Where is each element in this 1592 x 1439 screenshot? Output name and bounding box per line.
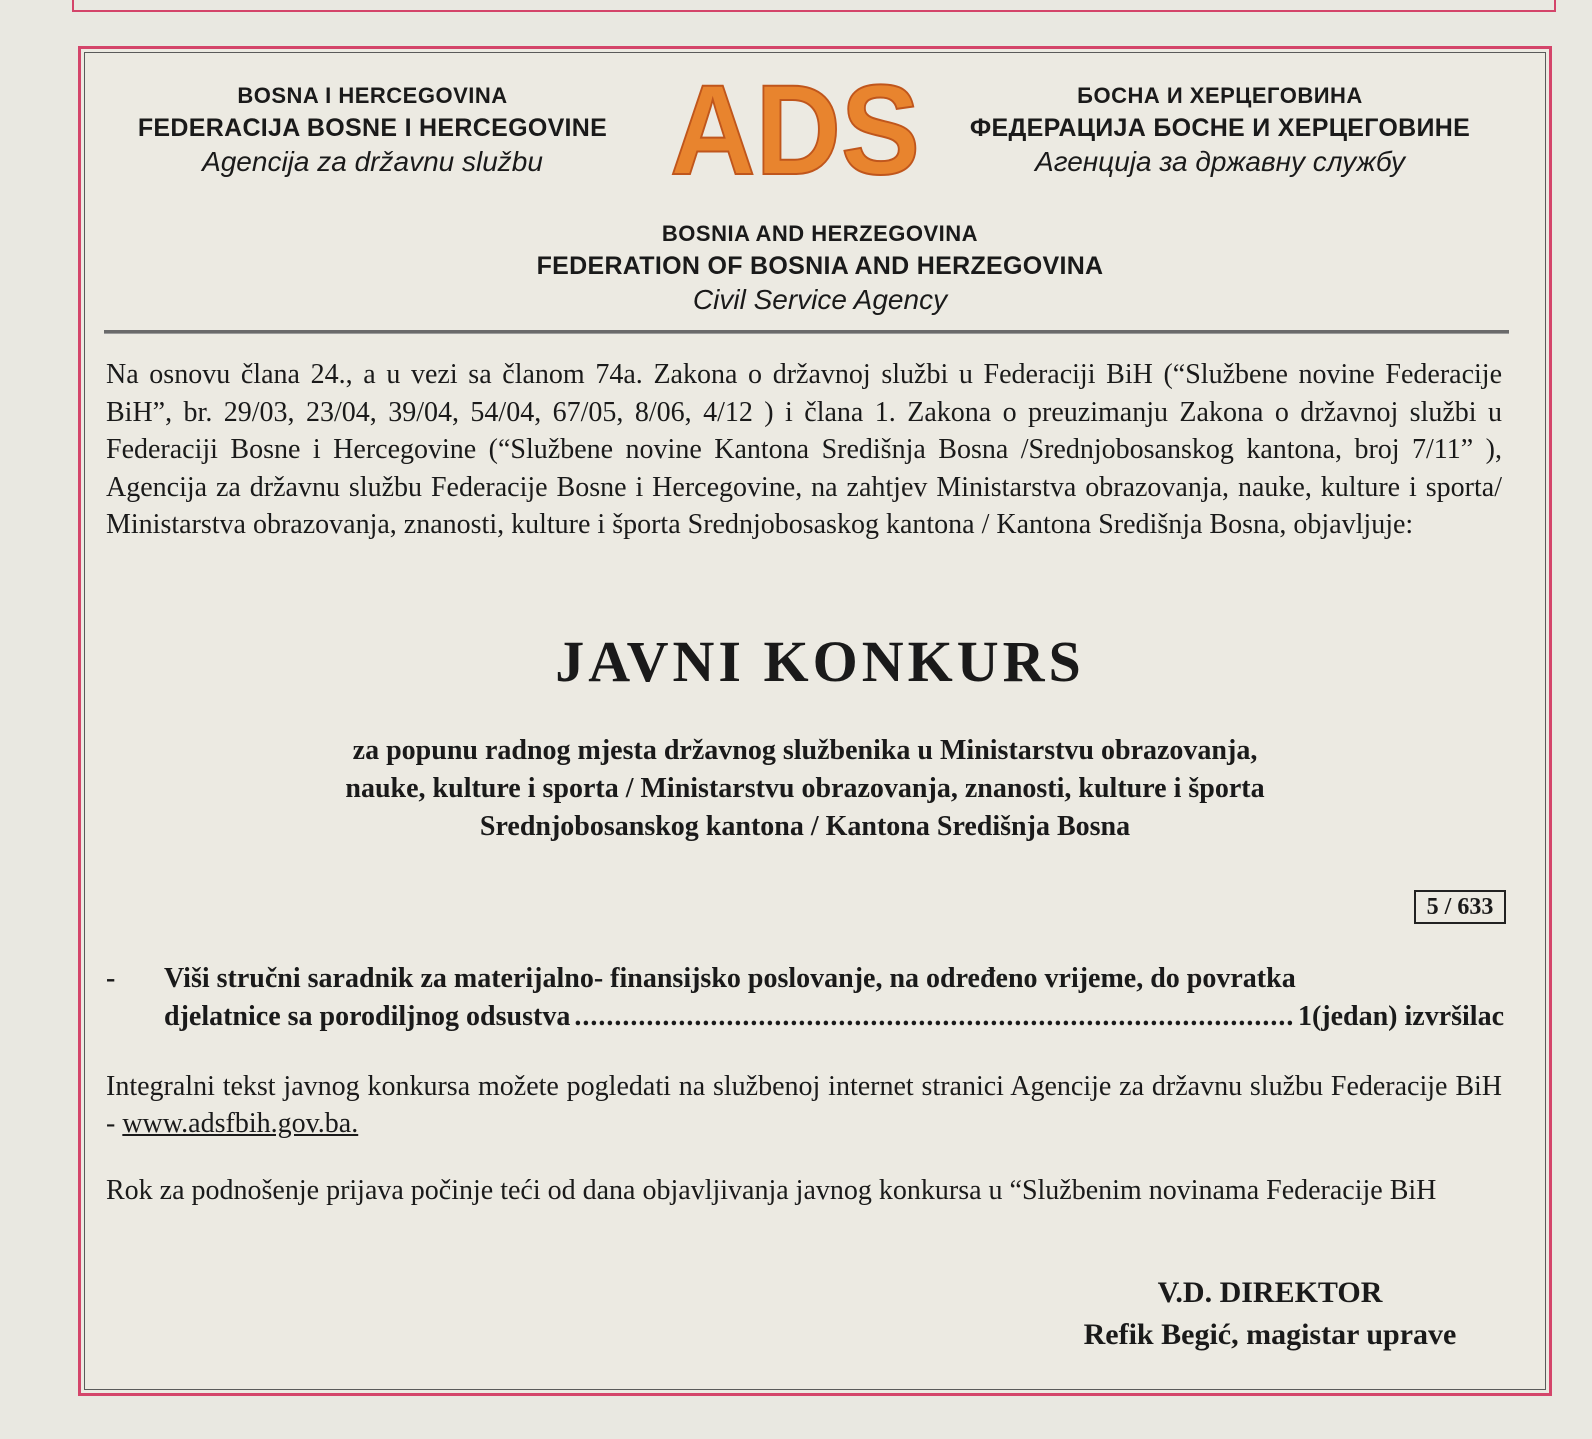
header-latin [110,80,635,180]
ads-logo [660,62,930,192]
previous-ad-border [72,0,1556,12]
notice-subtitle [240,732,1370,846]
info-paragraph [106,1068,1502,1142]
notice-title: JAVNI KONKURS [555,629,1085,694]
info-text: Integralni tekst javnog konkursa možete pogledati na službenoj internet stranici Agencije za državnu službu Federacije BiH - [106,1071,1502,1139]
position-title: Viši stručni saradnik za materijalno- finansijsko poslovanje, na određeno vrijeme, do povratka [164,963,1296,994]
header-latin-country: BOSNA I HERCEGOVINA [237,83,508,108]
dot-leader [574,998,1294,1036]
list-dash: - [106,963,116,994]
signature-block [1040,1272,1500,1356]
subtitle-line: za popunu radnog mjesta državnog službenika u Ministarstvu obrazovanja, [352,735,1258,766]
header-cyrillic [940,80,1500,180]
header-cyrillic-country: БОСНА И ХЕРЦЕГОВИНА [1077,83,1363,108]
subtitle-line: nauke, kulture i sporta / Ministarstvu obrazovanja, znanosti, kulture i športa [345,773,1265,804]
position-count: 1(jedan) izvršilac [1297,1001,1504,1032]
header-english-agency: Civil Service Agency [692,284,948,315]
agency-website-link[interactable]: www.adsfbih.gov.ba. [122,1108,359,1139]
header-english-federation: FEDERATION OF BOSNIA AND HERZEGOVINA [536,252,1104,280]
header-cyrillic-federation: ФЕДЕРАЦИЈА БОСНЕ И ХЕРЦЕГОВИНЕ [969,114,1471,142]
header-divider [104,330,1509,334]
signature-title: V.D. DIREKTOR [1157,1276,1383,1309]
notice-code: 5 / 633 [1414,890,1506,924]
position-title-cont: djelatnice sa porodiljnog odsustva [164,1001,571,1032]
header-latin-federation: FEDERACIJA BOSNE I HERCEGOVINE [137,114,608,142]
header-english-country: BOSNIA AND HERZEGOVINA [661,221,979,246]
header-latin-agency: Agencija za državnu službu [202,146,543,177]
subtitle-line: Srednjobosanskog kantona / Kantona Središnja Bosna [479,811,1131,842]
intro-paragraph: Na osnovu člana 24., a u vezi sa članom 74a. Zakona o državnoj službi u Federaciji BiH (“Službene novine Federacije BiH”, br. 29/03, 23/04, 39/04, 54/04, 67/05, 8/06, 4/12 ) i člana 1. Zakona o preuzimanju Zakona o državnoj službi u Federaciji Bosne i Hercegovine (“Službene novine Kantona Središnja Bosna /Srednjobosanskog kantona, broj 7/11” ), Agencija za državnu službu Federacije Bosne i Hercegovine, na zahtjev Ministarstva obrazovanja, nauke, kulture i sporta/ Ministarstva obrazovanja, znanosti, kulture i športa Srednjobosaskog kantona / Kantona Središnja Bosna, objavljuje: [106,359,1502,540]
deadline-paragraph: Rok za podnošenje prijava počinje teći od dana objavljivanja javnog konkursa u “Službenim novinama Federacije BiH [106,1175,1437,1206]
ads-logo-text: ADS [670,62,920,192]
header-cyrillic-agency: Агенција за државну службу [1035,146,1405,177]
signature-name: Refik Begić, magistar uprave [1083,1318,1457,1351]
header-english [440,218,1200,318]
